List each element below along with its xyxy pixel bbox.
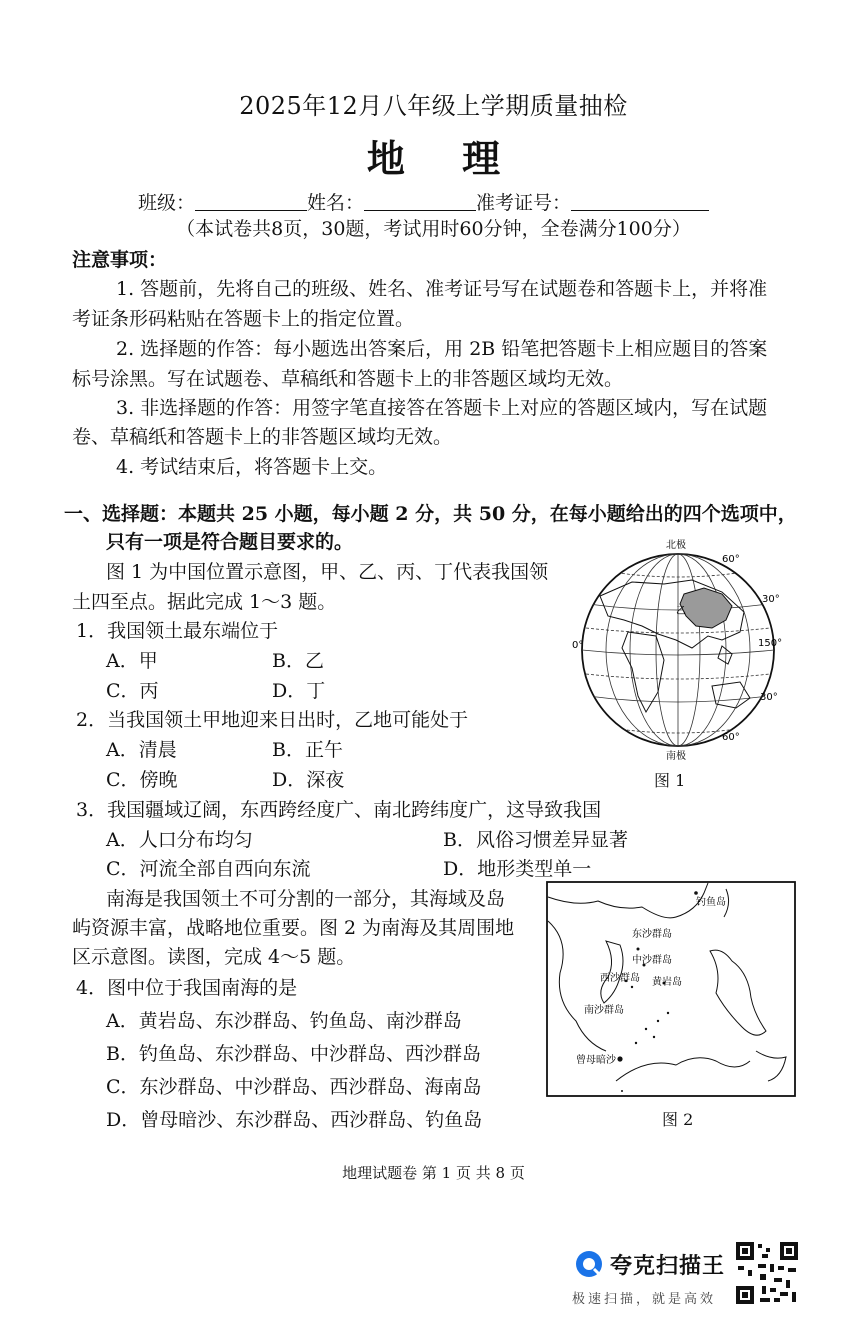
south-pole-label: 南极	[666, 751, 686, 762]
fig1-intro: 图 1 为中国位置示意图，甲、乙、丙、丁代表我国领	[106, 561, 549, 583]
q2-option-d[interactable]: D．深夜	[272, 769, 345, 791]
q3-stem: 3．我国疆域辽阔，东西跨经度广、南北跨纬度广，这导致我国	[76, 799, 602, 821]
label-zengmu: 曾母暗沙	[576, 1055, 616, 1066]
north-pole-label: 北极	[666, 540, 686, 551]
student-info-row	[138, 188, 709, 215]
label-zhongsha: 中沙群岛	[632, 955, 672, 966]
q4-option-d[interactable]: D．曾母暗沙、东沙群岛、西沙群岛、钓鱼岛	[106, 1109, 483, 1131]
q2-option-b[interactable]: B．正午	[272, 739, 343, 761]
section-heading: 一、选择题：本题共 25 小题，每小题 2 分，共 50 分，在每小题给出的四个选项中，	[64, 503, 797, 525]
notice-item: 4. 考试结束后，将答题卡上交。	[116, 456, 388, 478]
figure2-caption: 图 2	[662, 1110, 694, 1129]
lon-label: 150°	[758, 638, 782, 649]
page-footer: 地理试题卷 第 1 页 共 8 页	[342, 1164, 525, 1182]
q1-option-c[interactable]: C．丙	[106, 680, 159, 702]
q4-option-c[interactable]: C．东沙群岛、中沙群岛、西沙群岛、海南岛	[106, 1076, 482, 1098]
q3-option-c[interactable]: C．河流全部自西向东流	[106, 858, 311, 880]
point-yi-label: 乙	[676, 606, 686, 617]
fig1-intro-cont: 土四至点。据此完成 1～3 题。	[72, 591, 337, 613]
q2-stem: 2．当我国领土甲地迎来日出时，乙地可能处于	[76, 709, 469, 731]
q3-option-a[interactable]: A．人口分布均匀	[106, 829, 253, 851]
q1-option-d[interactable]: D．丁	[272, 680, 326, 702]
lat-label: 60°	[722, 732, 740, 743]
fig2-intro: 南海是我国领土不可分割的一部分，其海域及岛	[106, 888, 506, 910]
exam-info: （本试卷共8页，30题，考试用时60分钟，全卷满分100分）	[176, 218, 691, 240]
notice-item: 标号涂黑。写在试题卷、草稿纸和答题卡上的非答题区域均无效。	[72, 368, 624, 390]
scanner-logo-icon	[574, 1249, 604, 1283]
name-blank	[364, 192, 476, 211]
label-nansha: 南沙群岛	[584, 1005, 624, 1016]
id-blank	[571, 192, 709, 211]
notice-item: 3. 非选择题的作答：用签字笔直接答在答题卡上对应的答题区域内，写在试题	[116, 397, 768, 419]
lat-label: 60°	[722, 554, 740, 565]
q2-option-c[interactable]: C．傍晚	[106, 769, 178, 791]
q4-option-a[interactable]: A．黄岩岛、东沙群岛、钓鱼岛、南沙群岛	[106, 1010, 462, 1032]
q3-option-b[interactable]: B．风俗习惯差异显著	[443, 829, 628, 851]
scanner-brand: 夸克扫描王	[610, 1254, 726, 1279]
notice-item: 考证条形码粘贴在答题卡上的指定位置。	[72, 308, 415, 330]
notice-heading: 注意事项：	[72, 249, 168, 271]
class-blank	[195, 192, 307, 211]
notice-item: 卷、草稿纸和答题卡上的非答题区域均无效。	[72, 426, 453, 448]
notice-item: 1. 答题前，先将自己的班级、姓名、准考证号写在试题卷和答题卡上，并将准	[116, 278, 768, 300]
label-xisha: 西沙群岛	[600, 973, 640, 984]
fig2-intro-cont: 区示意图。读图，完成 4～5 题。	[72, 946, 356, 968]
q1-stem: 1．我国领土最东端位于	[76, 620, 279, 642]
lat-label: 30°	[760, 692, 778, 703]
scanner-tagline: 极速扫描，就是高效	[572, 1292, 717, 1307]
notice-item: 2. 选择题的作答：每小题选出答案后，用 2B 铅笔把答题卡上相应题目的答案	[116, 338, 768, 360]
figure2-map	[546, 881, 796, 1097]
label-dongsha: 东沙群岛	[632, 929, 672, 940]
q2-option-a[interactable]: A．清晨	[106, 739, 177, 761]
fig2-intro-cont: 屿资源丰富，战略地位重要。图 2 为南海及其周围地	[72, 917, 515, 939]
id-label: 准考证号：	[476, 192, 572, 214]
label-huangyan: 黄岩岛	[652, 977, 682, 988]
q3-option-d[interactable]: D．地形类型单一	[443, 858, 592, 880]
q4-stem: 4．图中位于我国南海的是	[76, 977, 298, 999]
section-heading-cont: 只有一项是符合题目要求的。	[106, 531, 354, 553]
figure1-caption: 图 1	[654, 771, 686, 790]
lon-label: 0°	[572, 640, 584, 651]
class-label: 班级：	[138, 192, 196, 214]
exam-title: 2025年12月八年级上学期质量抽检	[239, 92, 628, 120]
qr-code-icon	[734, 1240, 800, 1306]
lat-label: 30°	[762, 594, 780, 605]
q1-option-b[interactable]: B．乙	[272, 650, 324, 672]
q4-option-b[interactable]: B．钓鱼岛、东沙群岛、中沙群岛、西沙群岛	[106, 1043, 481, 1065]
label-diaoyu: 钓鱼岛	[696, 897, 726, 908]
name-label: 姓名：	[307, 192, 365, 214]
figure1-globe	[572, 536, 782, 762]
q1-option-a[interactable]: A．甲	[106, 650, 158, 672]
subject-title: 地 理	[366, 136, 523, 181]
